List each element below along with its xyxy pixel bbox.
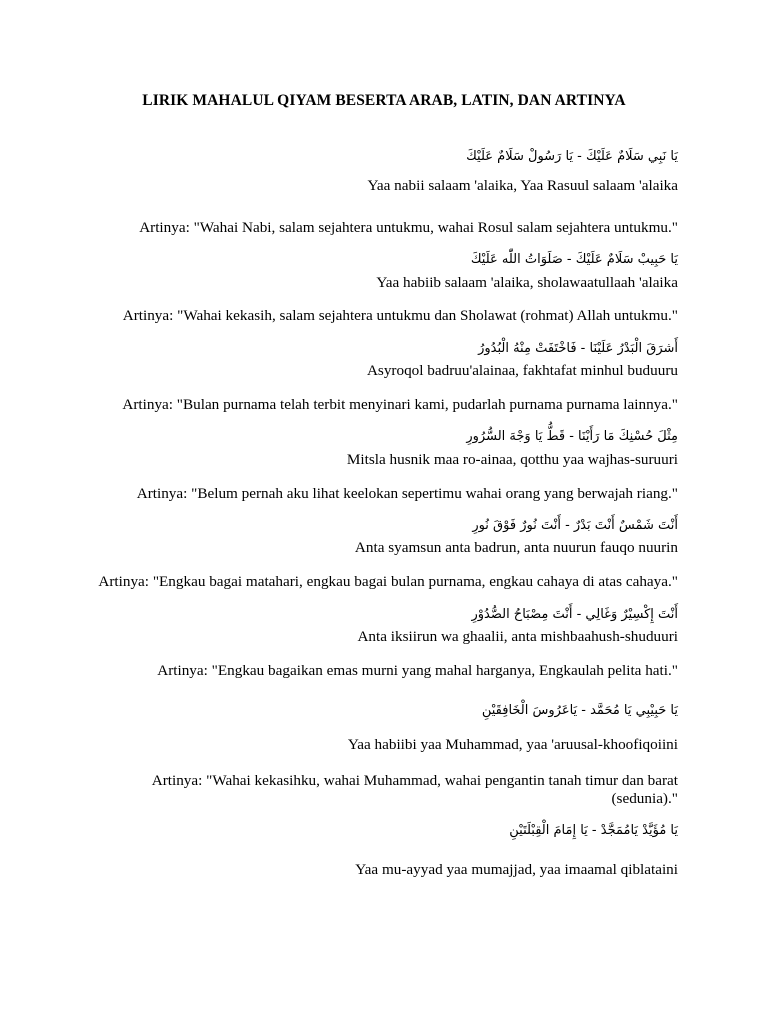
verse-6-meaning: Artinya: "Engkau bagaikan emas murni yang mahal harganya, Engkaulah pelita hati.": [157, 662, 678, 679]
verse-1-meaning: Artinya: "Wahai Nabi, salam sejahtera untukmu, wahai Rosul salam sejahtera untukmu.": [139, 219, 678, 236]
verse-3-latin: Asyroqol badruu'alainaa, fakhtafat minhul buduuru: [366, 362, 678, 379]
verse-1-arabic: يَا نَبِي سَلَامٌ عَلَيْكَ - يَا رَسُولْ سَلَامٌ عَلَيْكَ: [466, 149, 678, 164]
verse-2-latin: Yaa habiib salaam 'alaika, sholawaatullaah 'alaika: [376, 274, 678, 291]
verse-7-latin: Yaa habiibi yaa Muhammad, yaa 'aruusal-khoofiqoiini: [347, 736, 678, 753]
verse-4-latin: Mitsla husnik maa ro-ainaa, qotthu yaa wajhas-suruuri: [346, 451, 678, 468]
verse-5-arabic: أَنْتَ شَمْسٌ أَنْتَ بَدْرٌ - أَنْتَ نُورٌ فَوْقَ نُورِ: [472, 518, 678, 533]
verse-5-latin: Anta syamsun anta badrun, anta nuurun fauqo nuurin: [354, 539, 678, 556]
verse-3-arabic: أَشرَقَ الْبَدْرُ عَلَيْنَا - فَاخْتَفَتْ مِنْهُ الْبُدُورُ: [478, 341, 678, 356]
verse-7-meaning-line1: Artinya: "Wahai kekasihku, wahai Muhammad, wahai pengantin tanah timur dan barat: [151, 772, 678, 789]
verse-6-arabic: أَنْتَ إِكْسِيْرٌ وَغَالِي - أَنْتَ مِصْبَاحُ الصُّدُوْرِ: [471, 607, 678, 622]
verse-6-latin: Anta iksiirun wa ghaalii, anta mishbaahush-shuduuri: [357, 628, 678, 645]
verse-4-arabic: مِثْلَ حُسْنِكَ مَا رَأَيْنَا - قَطُّ يَا وَجْهَ السُّرُورِ: [466, 429, 678, 444]
verse-8-latin: Yaa mu-ayyad yaa mumajjad, yaa imaamal qiblataini: [355, 861, 678, 878]
verse-7-meaning-line2: (sedunia).": [611, 790, 678, 807]
verse-7-arabic: يَا حَبِيْبِي يَا مُحَمَّد - يَاعَرُوسَ الْخَافِقَيْنِ: [481, 703, 678, 718]
verse-2-meaning: Artinya: "Wahai kekasih, salam sejahtera untukmu dan Sholawat (rohmat) Allah untukmu.": [122, 307, 678, 324]
document-title: LIRIK MAHALUL QIYAM BESERTA ARAB, LATIN, DAN ARTINYA: [142, 92, 626, 109]
verse-5-meaning: Artinya: "Engkau bagai matahari, engkau bagai bulan purnama, engkau cahaya di atas cahaya.": [98, 573, 678, 590]
verse-4-meaning: Artinya: "Belum pernah aku lihat keelokan sepertimu wahai orang yang berwajah riang.": [136, 485, 678, 502]
verse-2-arabic: يَا حَبِيبْ سَلَامٌ عَلَيْكَ - صَلَوَاتُ اللّٰه عَلَيْكَ: [470, 252, 678, 267]
verse-8-arabic: يَا مُؤَيَّدْ يَامُمَجَّدْ - يَا إِمَامَ الْقِبْلَتَيْنِ: [509, 823, 678, 838]
verse-3-meaning: Artinya: "Bulan purnama telah terbit menyinari kami, pudarlah purnama purnama lainnya.": [122, 396, 678, 413]
verse-1-latin: Yaa nabii salaam 'alaika, Yaa Rasuul salaam 'alaika: [367, 177, 678, 194]
